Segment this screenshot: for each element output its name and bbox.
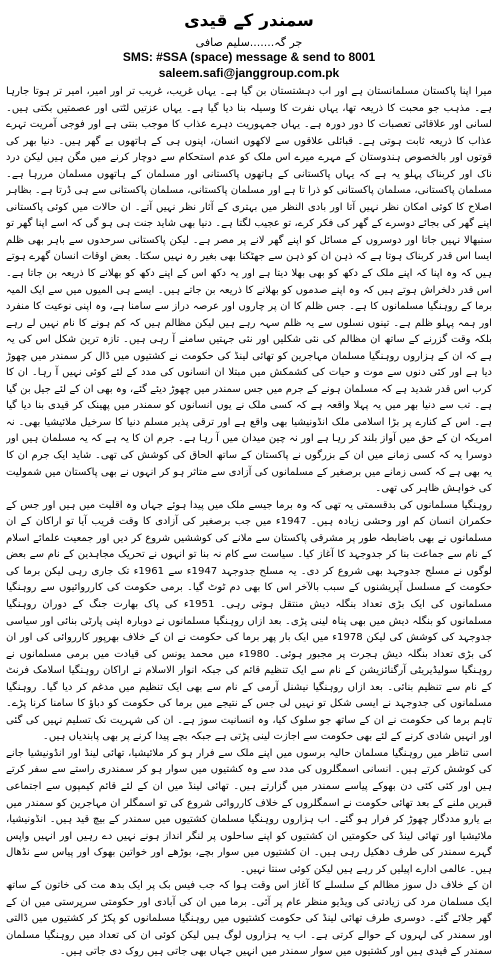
article-paragraph: میرا اپنا پاکستان مسلمانستان ہے اور اب دہشتستان بن گیا ہے۔ یہاں غریب، غریب تر اور امیر، امیر تر ہوتا جارہا ہے۔ مذہب جو محبت کا ذریعہ تھا، یہاں نفرت کا وسیلہ بنا دیا گیا ہے۔ یہاں عزتیں لٹتی اور عصمتیں بکتی ہیں۔ لسانی اور علاقائی تعصبات کا دور دورہ ہے۔ یہاں جمہوریت دہرے عذاب کا موجب بنتی ہے اور فوجی آمریت تہرے عذاب کا ذریعہ ثابت ہوتی ہے۔ قبائلی علاقوں سے لاکھوں انسان، اپنوں ہی کے ہاتھوں بے گھر ہیں۔ دنیا بھر کی قوتوں اور بالخصوص ہندوستان کے مہرے میرے اس ملک کو عدم استحکام سے دوچار کرنے میں مگن ہیں لیکن درد ناک اور کربناک پہلو یہ ہے کہ یہاں پاکستانی کے ہاتھوں پاکستانی اور مسلمان کے ہاتھوں مسلمان مررہا ہے۔ مسلمان پاکستانی، مسلمان پاکستانی کو ذرا تا ہے اور مسلمان پاکستانی، مسلمان پاکستانی سے ہی ڈرتا ہے۔ بظاہر اصلاح کا کوئی امکان نظر نہیں آتا اور بادی النظر میں بہتری کے آثار نظر نہیں آتے۔ ان حالات میں کوئی پاکستانی اپنے گھر کی بجائے دوسرے کے گھر کی فکر کرے، تو عجیب لگتا ہے۔ دنیا بھی شاید جنت ہی ہو گی کہ اسے اپنا گھر تو سنبھالا نہیں جاتا اور دوسروں کے مسائل کو اپنے گھر لانے پر مصر ہے۔ لیکن پاکستانی سرحدوں سے باہر بھی ظلم ایسا اس قدر کربناک ہوتا ہے کہ ذہن ان کو ذہن سے جھٹکنا بھی بغیر رہ نہیں سکتا۔ بعض اوقات انسان گھرے ہوتے ہیں کہ وہ اپنا کہ اپنے ملک کے دکھ کو بھی بھلا دیتا ہے اور یہ دکھ اس کے اپنے دکھ کو بھلانے کا ذریعہ بن جاتا ہے۔ اس قدر دلخراش ہوتے ہیں کہ وہ اپنے صدموں کو بھلانے کا ذریعہ بن جاتے ہیں۔ ایسے ہی المیوں میں سے ایک المیہ برما کے روہنگیا مسلمانوں کا ہے۔ جس ظلم کا ان پر چاروں اور عرصہ دراز سے سامنا ہے، وہ اپنی نوعیت کا منفرد اور ہمہ پہلو ظلم ہے۔ تینوں نسلوں سے یہ ظلم سہہ رہے ہیں لیکن مظالم ہیں کہ کم ہونے کا نام نہیں لے رہے بلکہ وقت گزرنے کے ساتھ ان مظالم کی نئی شکلیں اور نئی جہتیں سامنے آ رہی ہیں۔ تازہ ترین شکل اس کی یہ ہے کہ ان کے ہزاروں روہنگیا مسلمان مہاجرین کو تھائی لینڈ کی حکومت نے کشتیوں میں ڈال کر سمندر میں چھوڑ دیا ہے اور کئی دنوں سے موت و حیات کی کشمکش میں مبتلا ان انسانوں کی مدد کے لئے کوئی نہیں آ رہا۔ ان کا کرب اس قدر شدید ہے کہ مسلمان ہونے کے جرم میں جس سمندر میں چھوڑ دیئے گئے، وہ بھی ان کے لئے جیل بن گیا ہے۔ تب سے دنیا بھر میں یہ پہلا واقعہ ہے کہ کسی ملک نے یوں انسانوں کو سمندر میں پھینک کر قیدی بنا دیا گیا ہے۔ اس کے کنارے پر بڑا اسلامی ملک انڈونیشیا بھی واقع ہے اور ترقی پذیر مسلم دنیا کا سرخیل ملائیشیا بھی۔ نہ امریکہ ان کے حق میں آواز بلند کر رہا ہے اور نہ چین میدان میں آ رہا ہے۔ جرم ان کا یہ ہے کہ یہ مسلمان ہیں اور دوسرا یہ کہ کسی زمانے میں ان کے بزرگوں نے پاکستان کے ساتھ الحاق کی کوشش کی تھی۔ شاید ایک جرم ان کا یہ بھی ہے کہ کسی زمانے میں برصغیر کے مسلمانوں کی آزادی سے متاثر ہو کر انہوں نے بھی پاکستان میں شمولیت کی خواہش ظاہر کی تھی۔ [6, 86, 492, 495]
author-email: saleem.safi@janggroup.com.pk [158, 66, 340, 80]
article-paragraph: ان کے خلاف دل سوز مظالم کے سلسلے کا آغاز اس وقت ہوا کہ جب فیس بک پر ایک بدھ مت کی خاتون کے ساتھ ایک مسلمان مرد کی زیادتی کی ویڈیو منظر عام پر آئی۔ برما میں ان کی آبادی اور حکومتی سرپرستی میں ان کے گھر جلائے گئے۔ دوسری طرف تھائی لینڈ کی حکومت کشتیوں میں روہنگیا مسلمانوں کو پکڑ کر کشتیوں میں ڈالتی اور سمندر کی لہروں کے حوالے کرتی ہے۔ اب یہ ہزاروں لوگ ہیں لیکن کوئی ان کی تعداد میں روہنگیا مسلمان سمندر کے قیدی ہیں اور کشتیوں میں سوار سمندر میں انہیں جہاں بھی جاتی ہیں روک دی جاتی ہیں۔ [6, 880, 492, 958]
article-paragraph: روہنگیا مسلمانوں کی بدقسمتی یہ تھی کہ وہ برما جیسے ملک میں پیدا ہوئے جہاں وہ اقلیت میں ہیں اور جس کے حکمران انسان کم اور وحشی زیادہ ہیں۔ 1947ء میں جب برصغیر کی آزادی کا وقت قریب آیا تو اراکان کے ان مسلمانوں نے بھی باضابطہ طور پر مشرقی پاکستان سے ملانے کی کوششیں شروع کر دیں اور جمعیت علمائے اسلام کے نام سے جماعت بنا کر جدوجہد کا آغاز کیا۔ سیاست سے کام نہ بنا تو انہوں نے تحریک مجاہدین کے نام سے بعض لوگوں نے مسلح جدوجہد بھی شروع کر دی۔ یہ مسلح جدوجہد 1947ء سے 1961ء تک جاری رہی لیکن برما کی حکومت کے مسلسل آپریشنوں کے سبب بالآخر اس کا بھی دم ٹوٹ گیا۔ برمی حکومت کی کارروائیوں سے روہنگیا مسلمانوں کی ایک بڑی تعداد بنگلہ دیش منتقل ہوتی رہی۔ 1951ء کی پاک بھارت جنگ کے دوران روہنگیا مسلمانوں کو بنگلہ دیش میں بھی پناہ لینی پڑی۔ بعد ازاں روہنگیا مسلمانوں نے دوبارہ اپنی پارٹی بنائی اور سیاسی جدوجہد کی کوشش کی لیکن 1978ء میں ایک بار پھر برما کی حکومت نے ان کے خلاف بھرپور کارروائی کی اور ان کی بڑی تعداد بنگلہ دیش ہجرت پر مجبور ہوئی۔ 1980ء میں محمد یونس کی قیادت میں برمی مسلمانوں نے روہنگیا سولیڈیریٹی آرگنائزیشن کے نام سے ایک تنظیم قائم کی جبکہ انوار الاسلام نے اراکان روہنگیا اسلامک فرنٹ کے نام سے تنظیم بنائی۔ بعد ازاں روہنگیا نیشنل آرمی کے نام سے بھی ایک تنظیم میں مدغم کر دیا گیا۔ روہنگیا مسلمانوں کی جدوجہد نے ایسی شکل تو نہیں لی جس کے نتیجے میں برما کی حکومت کو دباؤ کا سامنا کرنا پڑے۔ تاہم برما کی حکومت نے ان کے ساتھ جو سلوک کیا، وہ انسانیت سوز ہے۔ ان کی شہریت تک تسلیم نہیں کی گئی اور انہیں شادی کرنے کے لئے بھی حکومت سے اجازت لینی پڑتی ہے جبکہ بچے پیدا کرنے پر بھی پابندیاں ہیں۔ [6, 499, 492, 743]
article-paragraph: اسی تناظر میں روہنگیا مسلمان حالیہ برسوں میں اپنے ملک سے فرار ہو کر ملائیشیا، تھائی لینڈ اور انڈونیشیا جانے کی کوشش کرتے ہیں۔ انسانی اسمگلروں کی مدد سے وہ کشتیوں میں سوار ہو کر سمندری راستے سے سفر کرتے ہیں اور کئی کئی دن بھوکے پیاسے سمندر میں گزارتے ہیں۔ تھائی لینڈ میں ان کے لئے قائم کیمپوں سے اجتماعی قبریں ملنے کے بعد تھائی حکومت نے اسمگلروں کے خلاف کارروائی شروع کی تو اسمگلر ان مہاجرین کو سمندر میں بے یارو مددگار چھوڑ کر فرار ہو گئے۔ اب ہزاروں روہنگیا مسلمان کشتیوں میں سمندر کے بیچ قید ہیں۔ انڈونیشیا، ملائیشیا اور تھائی لینڈ کی حکومتیں ان کشتیوں کو اپنے ساحلوں پر لنگر انداز ہونے نہیں دے رہیں اور انہیں واپس گہرے سمندر کی طرف دھکیل رہی ہیں۔ ان کشتیوں میں سوار بچے، بوڑھے اور خواتین بھوک اور پیاس سے نڈھال ہیں۔ عالمی ادارے اپیلیں کر رہے ہیں لیکن کوئی سنتا نہیں۔ [6, 747, 492, 875]
column-byline: جر گہ.......سلیم صافی [195, 36, 303, 49]
sms-instructions: SMS: #SSA (space) message & send to 8001 [122, 50, 376, 64]
article-title: سمندر کے قیدی [184, 11, 314, 31]
article-body [6, 84, 492, 978]
